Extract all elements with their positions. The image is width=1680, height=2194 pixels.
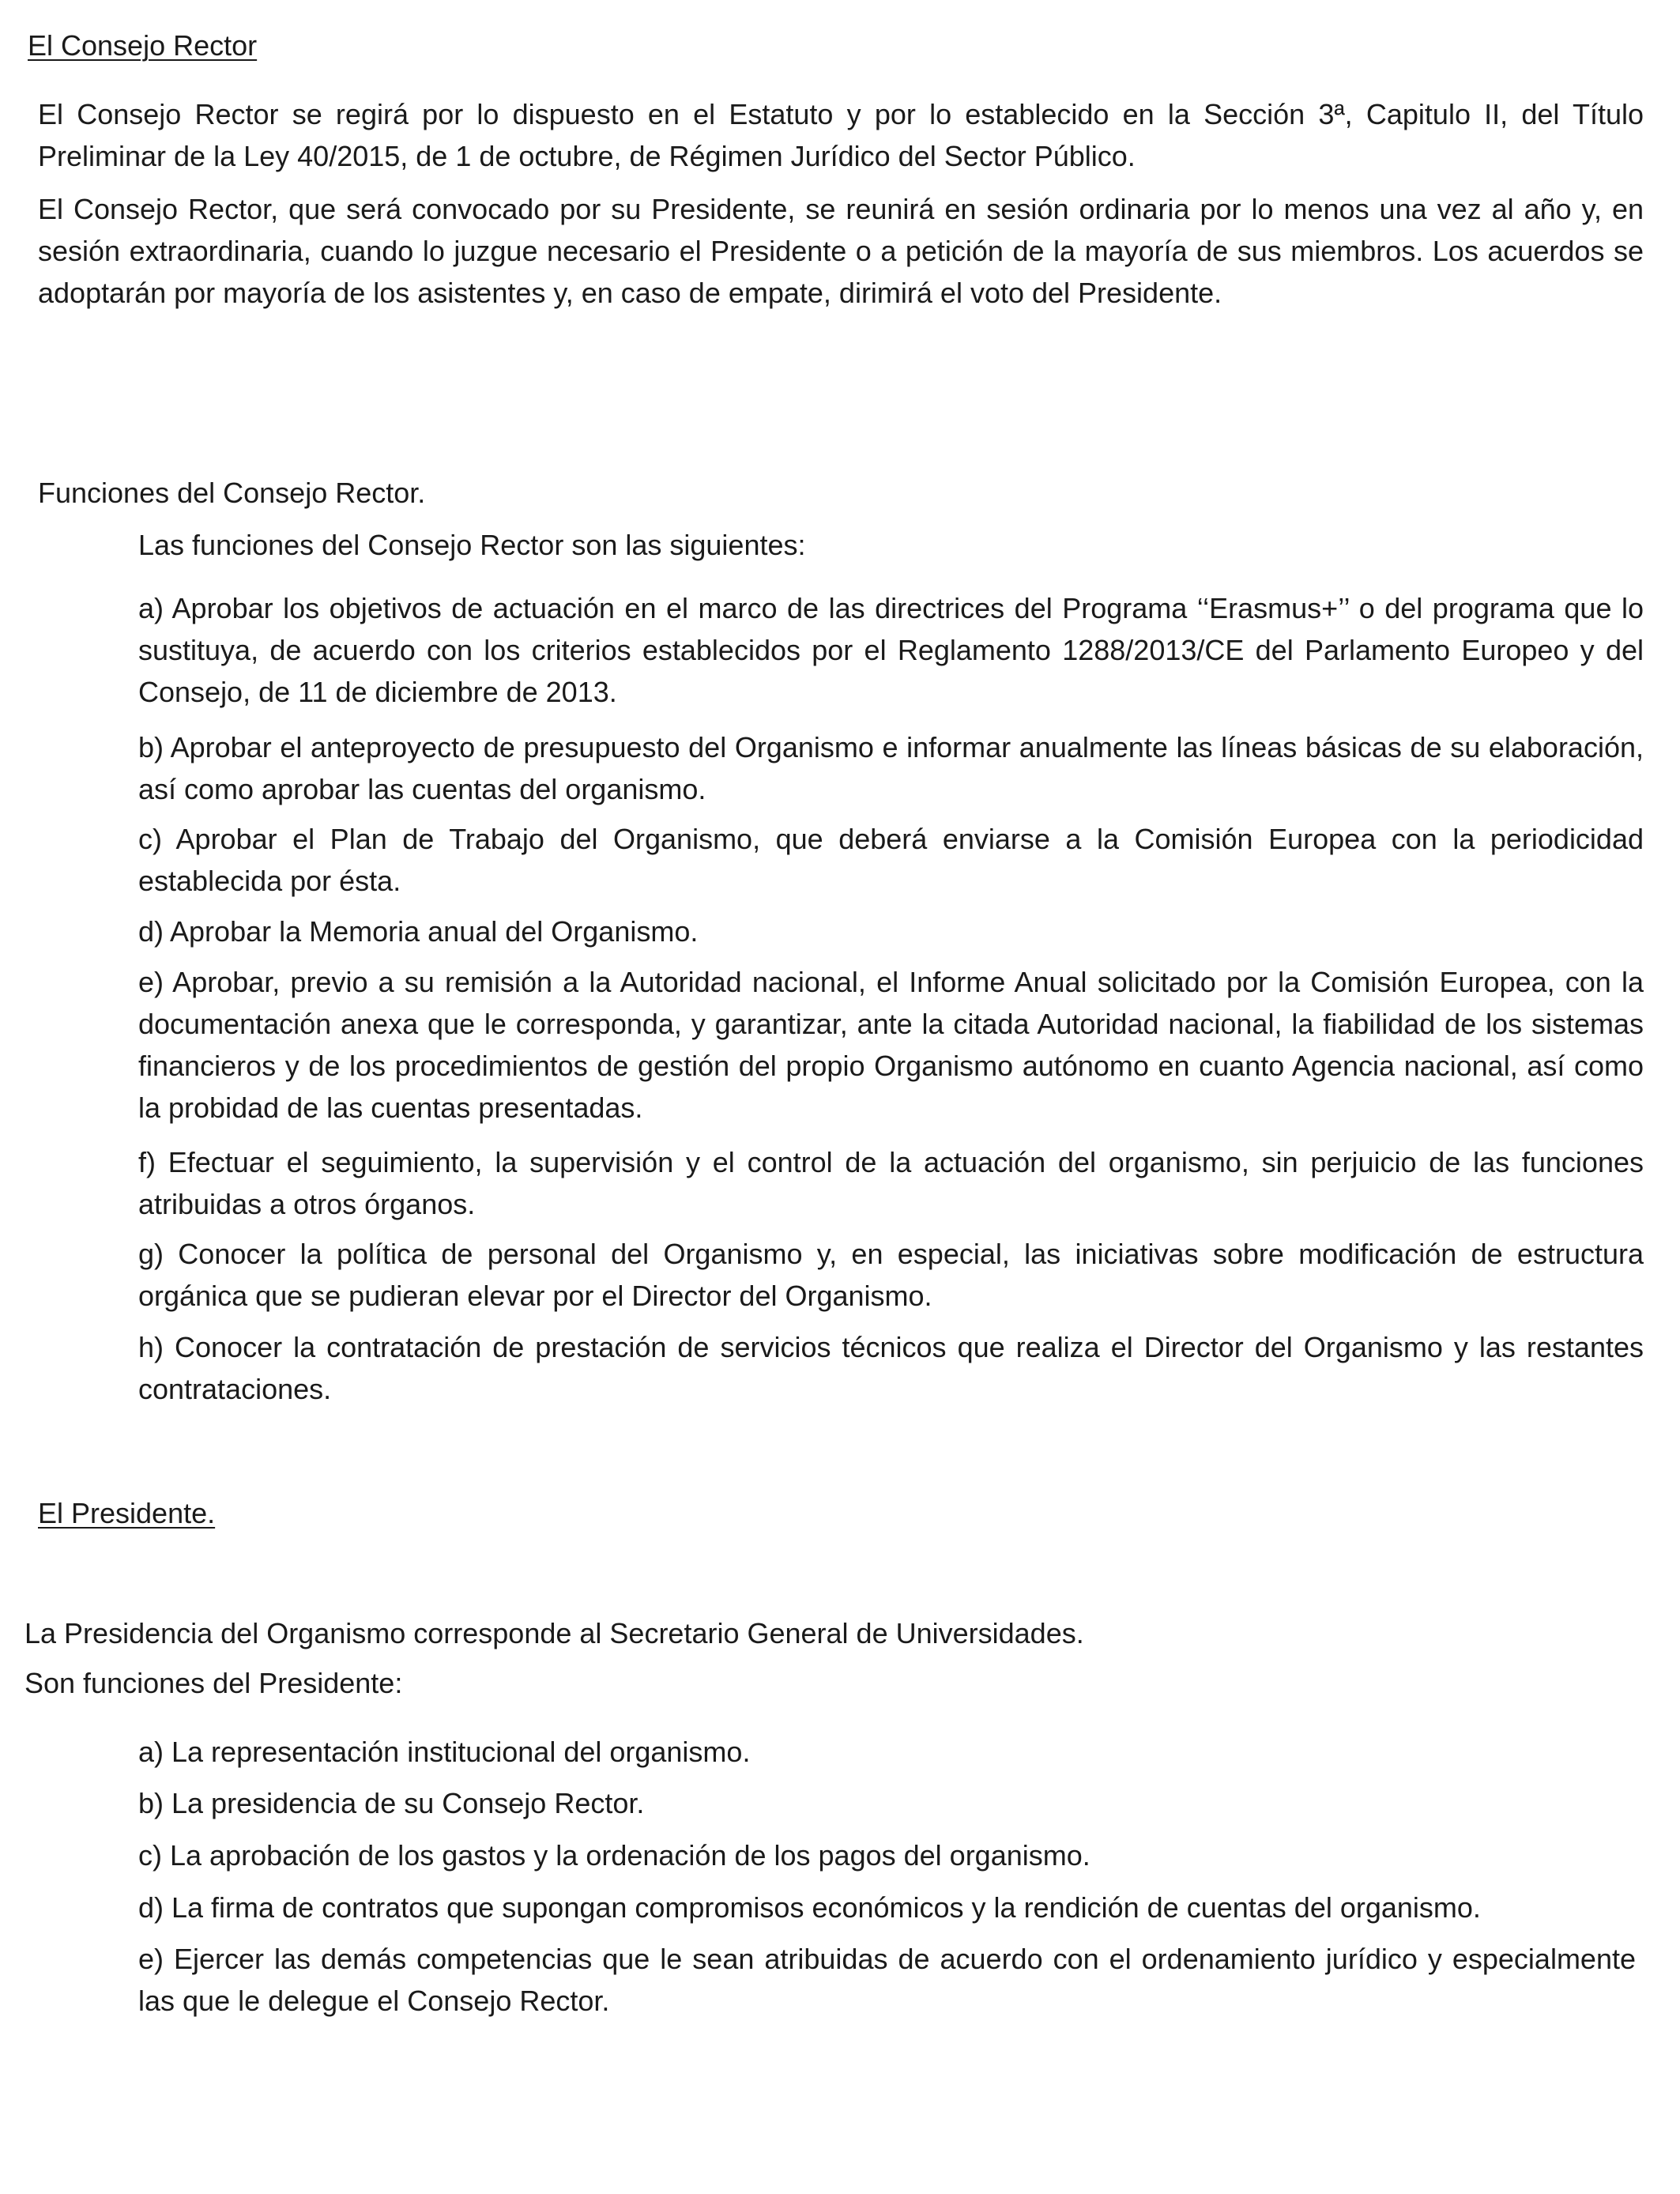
list-item: b) La presidencia de su Consejo Rector. [138,1787,645,1819]
consejo-rector-paragraph: El Consejo Rector, que será convocado por su Presidente, se reunirá en sesión ordinaria por lo menos una vez al año y, en sesión extraordinaria, cuando lo juzgue necesario el Presidente o a petición de la mayoría de sus miembros. Los acuerdos se adoptarán por mayoría de los asistentes y, en caso de empate, dirimirá el voto del Presidente. [38,193,1644,309]
list-item: b) Aprobar el anteproyecto de presupuesto del Organismo e informar anualmente las líneas básicas de su elaboración, así como aprobar las cuentas del organismo. [138,731,1644,805]
section-heading-presidente: El Presidente. [38,1497,216,1529]
funciones-intro: Las funciones del Consejo Rector son las siguientes: [138,529,806,561]
section-heading-funciones: Funciones del Consejo Rector. [38,477,426,509]
list-item: e) Aprobar, previo a su remisión a la Autoridad nacional, el Informe Anual solicitado por la Comisión Europea, con la documentación anexa que le corresponda, y garantizar, ante la citada Autoridad nacional, la fiabilidad de los sistemas financieros y de los procedimientos de gestión del propio Organismo autónomo en cuanto Agencia nacional, así como la probidad de las cuentas presentadas. [138,966,1644,1124]
funciones-list [138,587,1644,1413]
presidente-functions-list [138,1731,1636,2071]
list-item: g) Conocer la política de personal del Organismo y, en especial, las iniciativas sobre modificación de estructura orgánica que se pudieran elevar por el Director del Organismo. [138,1238,1644,1312]
list-item: c) Aprobar el Plan de Trabajo del Organismo, que deberá enviarse a la Comisión Europea con la periodicidad establecida por ésta. [138,823,1644,897]
list-item: d) Aprobar la Memoria anual del Organismo. [138,915,699,948]
list-item: a) La representación institucional del organismo. [138,1736,751,1768]
list-item: f) Efectuar el seguimiento, la supervisión y el control de la actuación del organismo, sin perjuicio de las funciones atribuidas a otros órganos. [138,1146,1644,1220]
list-item: d) La firma de contratos que supongan compromisos económicos y la rendición de cuentas del organismo. [138,1891,1481,1924]
list-item: a) Aprobar los objetivos de actuación en el marco de las directrices del Programa ‘‘Erasmus+’’ o del programa que lo sustituya, de acuerdo con los criterios establecidos por el Reglamento 1288/2013/CE del Parlamento Europeo y del Consejo, de 11 de diciembre de 2013. [138,592,1644,708]
list-item: e) Ejercer las demás competencias que le sean atribuidas de acuerdo con el ordenamiento jurídico y especialmente las que le delegue el Consejo Rector. [138,1943,1636,2017]
consejo-rector-paragraph: El Consejo Rector se regirá por lo dispuesto en el Estatuto y por lo establecido en la Sección 3ª, Capitulo II, del Título Preliminar de la Ley 40/2015, de 1 de octubre, de Régimen Jurídico del Sector Público. [38,98,1644,172]
list-item: h) Conocer la contratación de prestación de servicios técnicos que realiza el Director del Organismo y las restantes contrataciones. [138,1331,1644,1405]
presidente-intro: La Presidencia del Organismo corresponde al Secretario General de Universidades. [24,1617,1084,1649]
list-item: c) La aprobación de los gastos y la ordenación de los pagos del organismo. [138,1839,1090,1872]
section-heading-consejo-rector: El Consejo Rector [28,29,258,62]
presidente-sub-intro: Son funciones del Presidente: [24,1667,403,1699]
